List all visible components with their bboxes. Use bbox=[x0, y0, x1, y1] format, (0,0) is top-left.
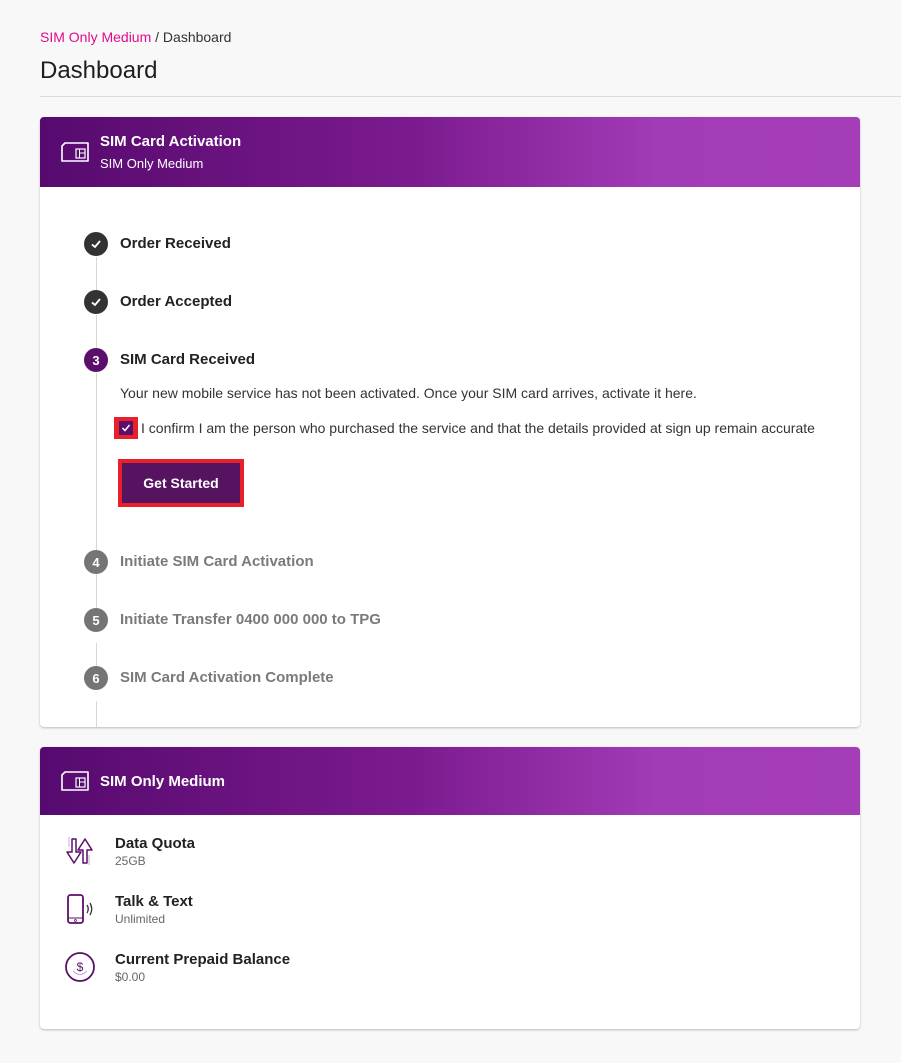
data-transfer-icon bbox=[64, 835, 96, 867]
step-order-accepted bbox=[84, 290, 860, 348]
step-label: Order Received bbox=[120, 235, 231, 252]
feature-value: $0.00 bbox=[115, 970, 146, 984]
plan-card bbox=[40, 747, 860, 1029]
sim-activation-card bbox=[40, 117, 860, 727]
card-title: SIM Card Activation bbox=[100, 133, 242, 150]
breadcrumb-separator: / bbox=[151, 29, 163, 45]
step-initiate-transfer bbox=[84, 608, 860, 666]
step-initiate-activation bbox=[84, 550, 860, 608]
step-number: 5 bbox=[84, 608, 108, 632]
step-content bbox=[40, 385, 860, 550]
feature-title: Data Quota bbox=[115, 835, 196, 852]
card-header bbox=[40, 747, 860, 815]
step-number: 4 bbox=[84, 550, 108, 574]
sim-card-icon bbox=[60, 771, 90, 791]
step-label: Order Accepted bbox=[120, 293, 232, 310]
feature-title: Current Prepaid Balance bbox=[115, 951, 291, 968]
feature-prepaid-balance bbox=[64, 951, 860, 1009]
step-order-received bbox=[84, 232, 860, 290]
confirm-label: I confirm I am the person who purchased the service and that the details provided at sign up remain accurate bbox=[141, 420, 815, 436]
get-started-highlight bbox=[118, 459, 244, 507]
feature-data-quota bbox=[64, 835, 860, 893]
activation-info-text: Your new mobile service has not been activated. Once your SIM card arrives, activate it here. bbox=[120, 385, 697, 401]
step-number: 3 bbox=[84, 348, 108, 372]
card-header bbox=[40, 117, 860, 187]
phone-icon bbox=[64, 893, 96, 925]
checkbox-checked-icon bbox=[119, 421, 133, 435]
check-icon bbox=[84, 290, 108, 314]
activation-stepper bbox=[40, 187, 860, 724]
card-subtitle: SIM Only Medium bbox=[100, 156, 204, 171]
svg-text:$: $ bbox=[76, 960, 84, 974]
step-label: SIM Card Received bbox=[120, 351, 256, 368]
breadcrumb-link-plan[interactable]: SIM Only Medium bbox=[40, 29, 152, 45]
get-started-button[interactable]: Get Started bbox=[122, 463, 240, 503]
feature-value: 25GB bbox=[115, 854, 146, 868]
page-title: Dashboard bbox=[40, 57, 158, 84]
confirm-row bbox=[114, 417, 860, 439]
divider bbox=[40, 96, 901, 97]
step-label: SIM Card Activation Complete bbox=[120, 669, 334, 686]
step-activation-complete bbox=[84, 666, 860, 724]
feature-title: Talk & Text bbox=[115, 893, 193, 910]
breadcrumb-current: Dashboard bbox=[162, 29, 232, 45]
card-title: SIM Only Medium bbox=[100, 772, 226, 790]
feature-value: Unlimited bbox=[115, 912, 166, 926]
check-icon bbox=[84, 232, 108, 256]
dollar-circle-icon bbox=[64, 951, 96, 983]
sim-card-icon bbox=[60, 142, 90, 162]
step-label: Initiate Transfer 0400 000 000 to TPG bbox=[120, 611, 381, 628]
plan-features bbox=[40, 815, 860, 1009]
confirm-checkbox[interactable] bbox=[114, 417, 138, 439]
step-number: 6 bbox=[84, 666, 108, 690]
breadcrumb bbox=[40, 29, 231, 45]
step-label: Initiate SIM Card Activation bbox=[120, 553, 314, 570]
feature-talk-text bbox=[64, 893, 860, 951]
